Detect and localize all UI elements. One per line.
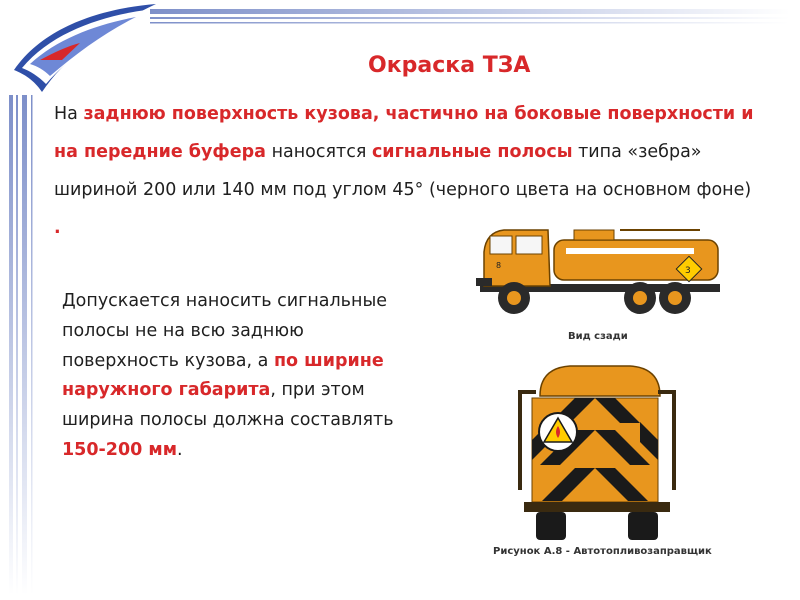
highlight-segment: 150-200 мм [62,439,178,460]
highlight-segment: заднюю поверхность кузова, частично на боковые поверхности и на передние буфера [54,104,754,162]
side-view-label: Вид сзади [568,331,628,342]
paragraph-allowance [62,287,412,466]
highlight-segment: по ширине наружного габарита [62,350,384,401]
text-segment: наносятся [266,142,372,162]
text-segment: , при этом ширина полосы должна составлять [62,380,394,431]
slide-title: Окраска ТЗА [368,53,531,78]
highlight-segment: сигнальные полосы [371,142,573,162]
highlight-segment: . [54,218,61,238]
text-segment: Допускается наносить сигнальные полосы не на всю заднюю поверхность кузова, а [62,291,388,371]
text-segment: На [54,104,84,124]
text-segment: . [177,439,183,460]
flammable-hazard-icon [539,413,577,451]
logo [0,0,160,100]
svg-text:8: 8 [496,261,502,270]
svg-text:3: 3 [685,266,691,276]
figure-caption: Рисунок А.8 - Автотопливозаправщик [493,546,712,557]
fuel-truck-side-icon [470,218,730,318]
text-segment: типа «зебра» шириной 200 или 140 мм под углом 45° (черного цвета на основном фоне) [54,142,752,200]
fuel-truck-rear-icon [510,360,690,545]
